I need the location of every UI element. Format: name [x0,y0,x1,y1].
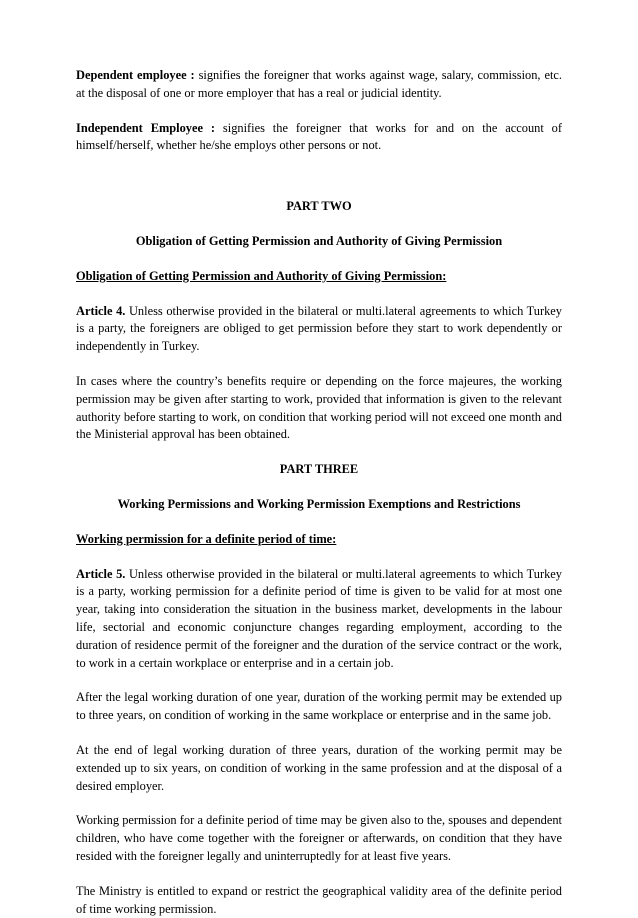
part-three-paragraph: At the end of legal working duration of three years, duration of the working permit may be extended up to six years, on condition of working in the same profession and at the disposal of a desired employer. [76,742,562,793]
part-three-paragraph: The Ministry is entitled to expand or restrict the geographical validity area of the definite period of time working permission. [76,883,562,916]
part-three-paragraph: After the legal working duration of one year, duration of the working permit may be extended up to three years, on condition of working in the same workplace or enterprise and in the same job. [76,690,562,723]
definition-independent-employee [76,120,562,156]
part-three-paragraph: Working permission for a definite period of time may be given also to the, spouses and dependent children, who have come together with the foreigner or afterwards, on condition that they have resided with the foreigner legally and uninterruptedly for at least five years. [76,813,562,863]
definition-term: Dependent employee : [76,68,195,82]
part-two-subheading: Obligation of Getting Permission and Authority of Giving Permission [135,233,503,248]
article-4 [76,303,562,356]
part-three-section-title: Working permission for a definite period of time: [76,531,337,546]
definition-text: signifies the foreigner that works for and on the account of himself/herself, whether he/she employs other persons or not. [76,120,562,153]
article-label: Article 5. [76,566,126,581]
definition-text: signifies the foreigner that works against wage, salary, commission, etc. at the disposal of one or more employer that has a real or judicial identity. [76,68,562,100]
article-text: Unless otherwise provided in the bilateral or multi.lateral agreements to which Turkey is a party, the foreigners are obliged to get permission before they start to work dependently or independently in Turkey. [76,303,562,354]
part-three-heading: PART THREE [279,462,359,477]
article-label: Article 4. [76,303,126,318]
part-two-paragraph: In cases where the country’s benefits require or depending on the force majeures, the working permission may be given after starting to work, provided that information is given to the relevant authority before starting to work, on condition that working period will not exceed one month and the Ministerial approval has been obtained. [76,373,562,442]
article-5 [76,566,562,673]
article-text: Unless otherwise provided in the bilateral or multi.lateral agreements to which Turkey is a party, working permission for a definite period of time is given to be valid for at most one year, taking into consideration the situation in the business market, developments in the labour life, sectorial and economic conjuncture changes regarding employment, according to the duration of residence permit of the foreigner and the duration of the service contract or the work, to work in a certain workplace or enterprise and in a certain job. [76,566,562,670]
definition-dependent-employee [76,67,562,103]
part-three-subheading: Working Permissions and Working Permission Exemptions and Restrictions [117,496,521,511]
definition-term: Independent Employee : [76,120,216,135]
document-page [76,67,562,918]
part-two-section-title: Obligation of Getting Permission and Authority of Giving Permission: [76,268,447,283]
part-two-heading: PART TWO [286,199,352,214]
